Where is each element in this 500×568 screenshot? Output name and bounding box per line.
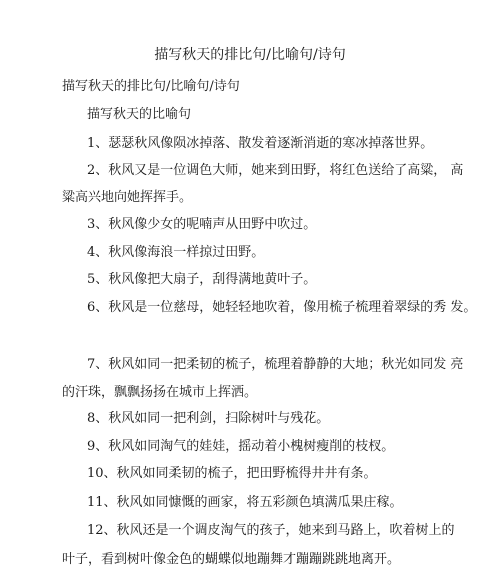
paragraph-line: 11、秋风如同慷慨的画家，将五彩颜色填满瓜果庄稼。 [87, 495, 403, 510]
paragraph-line: 叶子，看到树叶像金色的蝴蝶似地蹦舞才蹦蹦跳跳地离开。 [62, 552, 401, 567]
paragraph-line: 8、秋风如同一把利剑，扫除树叶与残花。 [87, 411, 330, 426]
paragraph-line: 的汗珠，飘飘扬扬在城市上挥洒。 [62, 385, 258, 400]
paragraph-line: 3、秋风像少女的呢喃声从田野中吹过。 [87, 217, 317, 232]
paragraph-line: 6、秋风是一位慈母，她轻轻地吹着，像用梳子梳理着翠绿的秀 发。 [87, 300, 477, 315]
paragraph-line: 5、秋风像把大扇子，刮得满地黄叶子。 [87, 272, 317, 287]
document-subtitle: 描写秋天的排比句/比喻句/诗句 [62, 79, 240, 94]
paragraph-line: 粱高兴地向她挥挥手。 [62, 190, 193, 205]
paragraph-line: 2、秋风又是一位调色大师，她来到田野，将红色送给了高粱， 高 [87, 163, 464, 178]
paragraph-line: 9、秋风如同淘气的娃娃，摇动着小槐树瘦削的枝杈。 [87, 439, 395, 454]
document-title: 描写秋天的排比句/比喻句/诗句 [154, 47, 346, 63]
paragraph-line: 1、瑟瑟秋风像陨冰掉落、散发着逐渐消逝的寒冰掉落世界。 [87, 136, 434, 151]
paragraph-line: 10、秋风如同柔韧的梳子，把田野梳得井井有条。 [87, 466, 377, 481]
paragraph-line: 12、秋风还是一个调皮淘气的孩子，她来到马路上，吹着树上的 [87, 523, 455, 538]
paragraph-line: 4、秋风像海浪一样掠过田野。 [87, 245, 265, 260]
section-heading: 描写秋天的比喻句 [87, 107, 192, 122]
paragraph-line: 7、秋风如同一把柔韧的梳子，梳理着静静的大地；秋光如同发 亮 [87, 357, 464, 372]
